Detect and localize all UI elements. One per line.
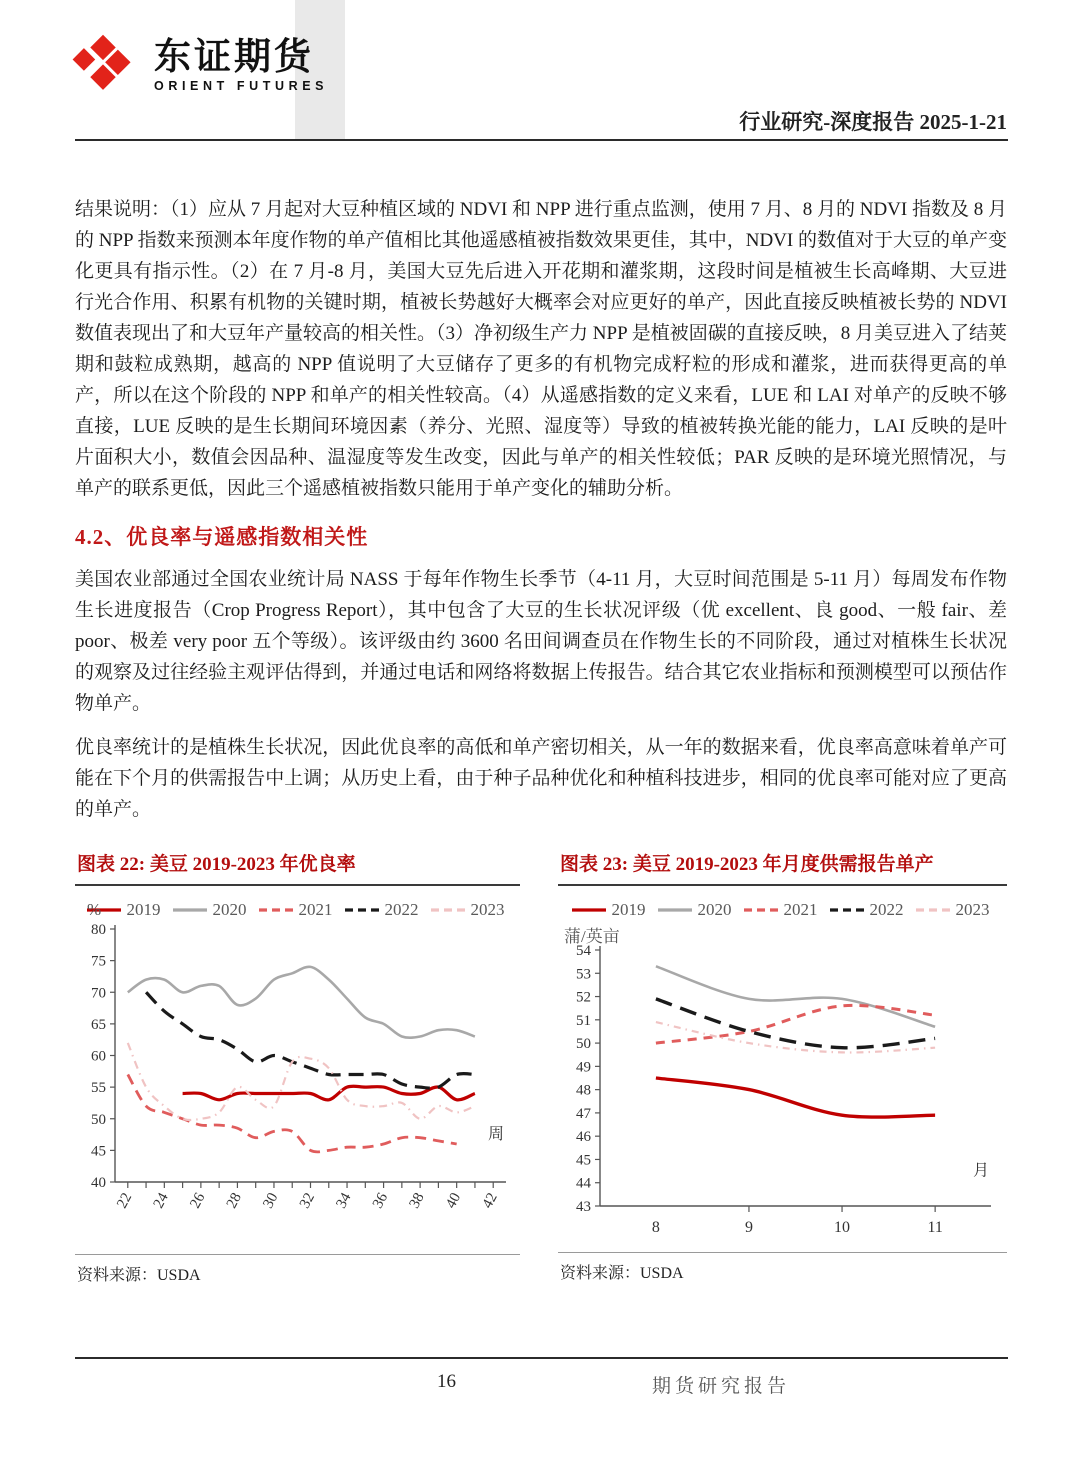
- svg-text:50: 50: [576, 1036, 591, 1053]
- figure-22-y-unit: %: [87, 900, 102, 919]
- report-series-label: 期货研究报告: [652, 1376, 791, 1397]
- svg-text:52: 52: [576, 989, 591, 1006]
- legend-label: 2023: [955, 900, 990, 919]
- legend-item-2023: [914, 900, 996, 920]
- svg-text:45: 45: [91, 1143, 106, 1160]
- svg-text:48: 48: [576, 1082, 591, 1099]
- svg-text:24: 24: [150, 1190, 172, 1212]
- svg-text:8: 8: [651, 1219, 660, 1236]
- svg-text:45: 45: [576, 1152, 591, 1169]
- svg-text:10: 10: [834, 1219, 851, 1236]
- figure-22: [75, 849, 520, 1285]
- svg-text:60: 60: [91, 1048, 106, 1065]
- svg-text:9: 9: [744, 1219, 753, 1236]
- logo-diamond-icon: [70, 26, 140, 105]
- legend-line-sample: [914, 905, 952, 915]
- legend-line-sample: [171, 905, 209, 915]
- legend-label: 2019: [611, 900, 646, 919]
- svg-text:43: 43: [576, 1199, 591, 1215]
- svg-text:月: 月: [972, 1162, 989, 1180]
- figure-22-source: 资料来源：USDA: [75, 1254, 520, 1285]
- figure-row: [75, 849, 1007, 1285]
- figure-23-source: 资料来源：USDA: [558, 1252, 1007, 1283]
- svg-text:50: 50: [91, 1111, 106, 1128]
- legend-item-2022: [343, 900, 425, 920]
- legend-label: 2023: [470, 900, 505, 919]
- logo-en-label: ORIENT FUTURES: [154, 79, 329, 94]
- legend-label: 2021: [783, 900, 818, 919]
- figure-23: [558, 849, 1007, 1285]
- figure-22-chart: [75, 922, 520, 1252]
- figure-23-chart: [558, 944, 1007, 1250]
- figure-23-legend: [570, 900, 996, 920]
- legend-line-sample: [828, 905, 866, 915]
- legend-line-sample: [656, 905, 694, 915]
- page-content: [75, 141, 1007, 1285]
- legend-item-2022: [828, 900, 910, 920]
- page-number: 16: [437, 1371, 456, 1392]
- paragraph-nass: 美国农业部通过全国农业统计局 NASS 于每年作物生长季节（4-11 月，大豆时间范围是 5-11 月）每周发布作物生长进度报告（Crop Progress Report），其中包含了大豆的生长状况评级（优 excellent、良 good、一般 fair、差 poor、极差 very poor 五个等级）。该评级由约 3600 名田间调查员在作物生长的不同阶段，通过对植株生长状况的观察及过往经验主观评估得到，并通过电话和网络将数据上传报告。结合其它农业指标和预测模型可以预估作物单产。: [75, 569, 1007, 714]
- legend-item-2020: [656, 900, 738, 920]
- report-type-date: 行业研究-深度报告 2025-1-21: [739, 110, 1007, 134]
- legend-label: 2020: [212, 900, 247, 919]
- svg-text:70: 70: [91, 985, 106, 1002]
- legend-item-2023: [429, 900, 511, 920]
- legend-line-sample: [343, 905, 381, 915]
- legend-line-sample: [570, 905, 608, 915]
- figure-23-legend-row: [558, 898, 1007, 922]
- svg-text:28: 28: [223, 1190, 245, 1212]
- legend-label: 2022: [869, 900, 904, 919]
- legend-item-2021: [257, 900, 339, 920]
- figure-22-legend: [85, 900, 511, 920]
- legend-item-2019: [570, 900, 652, 920]
- svg-text:22: 22: [114, 1190, 136, 1212]
- svg-text:36: 36: [369, 1190, 392, 1212]
- logo-text: [154, 35, 329, 94]
- svg-text:49: 49: [576, 1059, 591, 1076]
- svg-text:38: 38: [406, 1190, 428, 1212]
- svg-text:53: 53: [576, 966, 591, 983]
- legend-item-2020: [171, 900, 253, 920]
- company-logo: [70, 26, 328, 105]
- svg-text:55: 55: [91, 1080, 106, 1097]
- svg-text:42: 42: [479, 1190, 501, 1212]
- svg-text:32: 32: [296, 1190, 319, 1212]
- svg-text:40: 40: [91, 1175, 106, 1191]
- section-heading: 4.2、优良率与遥感指数相关性: [75, 525, 369, 549]
- svg-text:周: 周: [487, 1125, 504, 1143]
- svg-text:47: 47: [576, 1105, 591, 1122]
- logo-cn-label: 东证期货: [154, 35, 314, 77]
- svg-text:11: 11: [927, 1219, 943, 1236]
- svg-text:80: 80: [91, 922, 106, 938]
- svg-text:65: 65: [91, 1016, 106, 1033]
- svg-text:26: 26: [187, 1190, 209, 1212]
- paragraph-results: 结果说明：（1）应从 7 月起对大豆种植区域的 NDVI 和 NPP 进行重点监测，使用 7 月、8 月的 NDVI 指数及 8 月的 NPP 指数来预测本年度作物的单产值相比其他遥感植被指数效果更佳，其中，NDVI 的数值对于大豆的单产变化更具有指示性。（2）在 7 月-8 月，美国大豆先后进入开花期和灌浆期，这段时间是植被生长高峰期、大豆进行光合作用、积累有机物的关键时期，植被长势越好大概率会对应更好的单产，因此直接反映植被长势的 NDVI 数值表现出了和大豆年产量较高的相关性。（3）净初级生产力 NPP 是植被固碳的直接反映，8 月美豆进入了结荚期和鼓粒成熟期，越高的 NPP 值说明了大豆储存了更多的有机物完成籽粒的形成和灌浆，进而获得更高的单产，所以在这个阶段的 NPP 和单产的相关性较高。（4）从遥感指数的定义来看，LUE 和 LAI 对单产的反映不够直接，LUE 反映的是生长期间环境因素（养分、光照、湿度等）导致的植被转换光能的能力，LAI 反映的是叶片面积大小，数值会因品种、温湿度等发生改变，因此与单产的相关性较低；PAR 反映的是环境光照情况，与单产的联系更低，因此三个遥感植被指数只能用于单产变化的辅助分析。: [75, 199, 1007, 499]
- svg-text:54: 54: [576, 944, 591, 959]
- legend-item-2021: [742, 900, 824, 920]
- legend-label: 2022: [384, 900, 419, 919]
- svg-text:51: 51: [576, 1012, 591, 1029]
- legend-line-sample: [257, 905, 295, 915]
- legend-line-sample: [742, 905, 780, 915]
- figure-22-legend-row: [75, 898, 520, 922]
- svg-text:30: 30: [260, 1190, 282, 1212]
- svg-text:34: 34: [333, 1190, 355, 1212]
- svg-text:75: 75: [91, 953, 106, 970]
- figure-22-title: 图表 22: 美豆 2019-2023 年优良率: [75, 849, 520, 886]
- legend-label: 2019: [126, 900, 161, 919]
- svg-text:46: 46: [576, 1129, 591, 1146]
- figure-23-title: 图表 23: 美豆 2019-2023 年月度供需报告单产: [558, 849, 1007, 886]
- figure-23-y-unit: 蒲/英亩: [564, 927, 620, 946]
- footer-rule: [75, 1357, 1008, 1359]
- legend-label: 2020: [697, 900, 732, 919]
- svg-text:44: 44: [576, 1175, 591, 1192]
- legend-label: 2021: [298, 900, 333, 919]
- paragraph-ratings: 优良率统计的是植株生长状况，因此优良率的高低和单产密切相关，从一年的数据来看，优良率高意味着单产可能在下个月的供需报告中上调；从历史上看，由于种子品种优化和种植科技进步，相同的优良率可能对应了更高的单产。: [75, 737, 1007, 820]
- svg-text:40: 40: [443, 1190, 465, 1212]
- legend-line-sample: [429, 905, 467, 915]
